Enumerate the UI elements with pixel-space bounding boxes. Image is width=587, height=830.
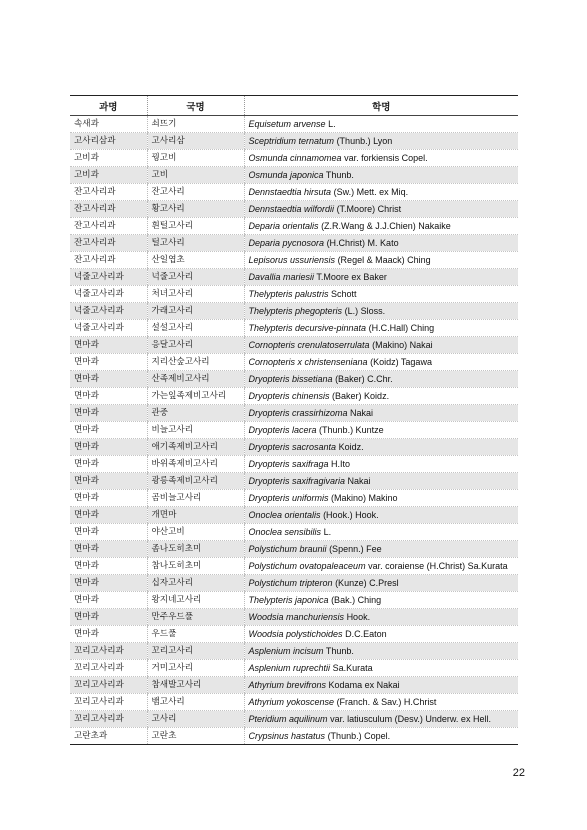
korean-name-cell: 바위족제비고사리 [147, 456, 244, 473]
scientific-name-cell [244, 303, 518, 320]
scientific-name-cell [244, 541, 518, 558]
table-body [70, 116, 518, 745]
scientific-binomial: Davallia mariesii [248, 272, 315, 282]
scientific-name-cell [244, 388, 518, 405]
korean-name-cell: 만주우드풀 [147, 609, 244, 626]
family-cell: 고비과 [70, 150, 147, 167]
scientific-author: (T.Moore) Christ [336, 204, 402, 214]
header-korean-name: 국명 [147, 96, 244, 116]
scientific-name-cell [244, 422, 518, 439]
scientific-author: (L.) Sloss. [344, 306, 386, 316]
scientific-author: (H.Christ) M. Kato [326, 238, 399, 248]
scientific-name-cell [244, 133, 518, 150]
table-row [70, 405, 518, 422]
family-cell: 꼬리고사리과 [70, 677, 147, 694]
korean-name-cell: 응달고사리 [147, 337, 244, 354]
korean-name-cell: 고란초 [147, 728, 244, 745]
table-row [70, 558, 518, 575]
page-number: 22 [512, 767, 525, 779]
family-cell: 고란초과 [70, 728, 147, 745]
scientific-binomial: Osmunda cinnamomea [248, 153, 342, 163]
scientific-binomial: Lepisorus ussuriensis [248, 255, 336, 265]
family-cell: 잔고사리과 [70, 201, 147, 218]
scientific-binomial: Thelypteris japonica [248, 595, 329, 605]
family-cell: 면마과 [70, 626, 147, 643]
scientific-author: (Sw.) Mett. ex Miq. [333, 187, 409, 197]
table-header [70, 96, 518, 116]
family-cell: 면마과 [70, 558, 147, 575]
korean-name-cell: 고사리삼 [147, 133, 244, 150]
scientific-author: (Z.R.Wang & J.J.Chien) Nakaike [321, 221, 451, 231]
table-row [70, 269, 518, 286]
korean-name-cell: 황고사리 [147, 201, 244, 218]
table-row [70, 354, 518, 371]
korean-name-cell: 거미고사리 [147, 660, 244, 677]
scientific-binomial: Thelypteris decursive-pinnata [248, 323, 367, 333]
table-row [70, 677, 518, 694]
scientific-author: Sa.Kurata [332, 663, 373, 673]
scientific-binomial: Equisetum arvense [248, 119, 326, 129]
table-row [70, 201, 518, 218]
scientific-name-cell [244, 184, 518, 201]
scientific-name-cell [244, 235, 518, 252]
family-cell: 넉줄고사리과 [70, 286, 147, 303]
scientific-name-cell [244, 711, 518, 728]
scientific-author: H.Ito [331, 459, 351, 469]
scientific-name-cell [244, 507, 518, 524]
family-cell: 면마과 [70, 575, 147, 592]
korean-name-cell: 털고사리 [147, 235, 244, 252]
table-row [70, 456, 518, 473]
family-cell: 면마과 [70, 490, 147, 507]
family-cell: 면마과 [70, 354, 147, 371]
scientific-binomial: Dryopteris bissetiana [248, 374, 333, 384]
scientific-author: L. [323, 527, 332, 537]
table-row [70, 609, 518, 626]
scientific-binomial: Dryopteris chinensis [248, 391, 330, 401]
scientific-author: (Franch. & Sav.) H.Christ [336, 697, 437, 707]
scientific-name-cell [244, 252, 518, 269]
scientific-author: (Baker) Koidz. [332, 391, 390, 401]
scientific-name-cell [244, 592, 518, 609]
scientific-name-cell [244, 320, 518, 337]
korean-name-cell: 꿩고비 [147, 150, 244, 167]
scientific-name-cell [244, 354, 518, 371]
table-row [70, 507, 518, 524]
scientific-name-cell [244, 371, 518, 388]
scientific-name-cell [244, 201, 518, 218]
scientific-binomial: Dennstaedtia wilfordii [248, 204, 335, 214]
family-cell: 잔고사리과 [70, 252, 147, 269]
scientific-author: (Thunb.) Lyon [336, 136, 393, 146]
family-cell: 넉줄고사리과 [70, 320, 147, 337]
scientific-author: Nakai [347, 476, 371, 486]
header-row [70, 96, 518, 116]
family-cell: 면마과 [70, 609, 147, 626]
korean-name-cell: 설설고사리 [147, 320, 244, 337]
korean-name-cell: 처녀고사리 [147, 286, 244, 303]
table-row [70, 643, 518, 660]
scientific-binomial: Sceptridium ternatum [248, 136, 335, 146]
korean-name-cell: 애기족제비고사리 [147, 439, 244, 456]
korean-name-cell: 왕지네고사리 [147, 592, 244, 609]
species-table [70, 95, 518, 745]
family-cell: 넉줄고사리과 [70, 303, 147, 320]
korean-name-cell: 쇠뜨기 [147, 116, 244, 133]
scientific-name-cell [244, 677, 518, 694]
scientific-name-cell [244, 456, 518, 473]
scientific-author: D.C.Eaton [345, 629, 387, 639]
korean-name-cell: 비늘고사리 [147, 422, 244, 439]
korean-name-cell: 산일엽초 [147, 252, 244, 269]
scientific-author: Thunb. [325, 646, 354, 656]
header-scientific-name: 학명 [244, 96, 518, 116]
scientific-binomial: Dryopteris crassirhizoma [248, 408, 348, 418]
scientific-name-cell [244, 728, 518, 745]
scientific-name-cell [244, 490, 518, 507]
scientific-name-cell [244, 694, 518, 711]
table-row [70, 150, 518, 167]
scientific-name-cell [244, 439, 518, 456]
table-row [70, 371, 518, 388]
korean-name-cell: 가래고사리 [147, 303, 244, 320]
scientific-name-cell [244, 269, 518, 286]
scientific-name-cell [244, 116, 518, 133]
header-family: 과명 [70, 96, 147, 116]
table-row [70, 728, 518, 745]
scientific-author: (Thunb.) Copel. [327, 731, 391, 741]
scientific-name-cell [244, 558, 518, 575]
scientific-binomial: Athyrium yokoscense [248, 697, 335, 707]
scientific-author: (Koidz) Tagawa [370, 357, 432, 367]
korean-name-cell: 관중 [147, 405, 244, 422]
scientific-binomial: Pteridium aquilinum [248, 714, 328, 724]
family-cell: 면마과 [70, 371, 147, 388]
family-cell: 면마과 [70, 439, 147, 456]
table-row [70, 524, 518, 541]
scientific-binomial: Polystichum braunii [248, 544, 327, 554]
scientific-binomial: Woodsia polystichoides [248, 629, 343, 639]
scientific-name-cell [244, 286, 518, 303]
family-cell: 면마과 [70, 405, 147, 422]
table-row [70, 167, 518, 184]
korean-name-cell: 참나도히초미 [147, 558, 244, 575]
table-row [70, 235, 518, 252]
korean-name-cell: 십자고사리 [147, 575, 244, 592]
scientific-author: Nakai [350, 408, 374, 418]
table-row [70, 711, 518, 728]
scientific-binomial: Osmunda japonica [248, 170, 324, 180]
scientific-binomial: Dryopteris saxifragivaria [248, 476, 346, 486]
scientific-author: var. latiusculum (Desv.) Underw. ex Hell. [330, 714, 491, 724]
korean-name-cell: 광릉족제비고사리 [147, 473, 244, 490]
table-row [70, 116, 518, 133]
scientific-binomial: Deparia pycnosora [248, 238, 325, 248]
scientific-binomial: Cornopteris crenulatoserrulata [248, 340, 370, 350]
table-row [70, 575, 518, 592]
family-cell: 고사리삼과 [70, 133, 147, 150]
scientific-author: Koidz. [338, 442, 364, 452]
table-row [70, 422, 518, 439]
scientific-name-cell [244, 524, 518, 541]
korean-name-cell: 잔고사리 [147, 184, 244, 201]
korean-name-cell: 넉줄고사리 [147, 269, 244, 286]
table-row [70, 660, 518, 677]
table-row [70, 286, 518, 303]
scientific-name-cell [244, 660, 518, 677]
family-cell: 꼬리고사리과 [70, 643, 147, 660]
scientific-name-cell [244, 609, 518, 626]
scientific-binomial: Deparia orientalis [248, 221, 319, 231]
scientific-binomial: Dryopteris saxifraga [248, 459, 329, 469]
family-cell: 속새과 [70, 116, 147, 133]
korean-name-cell: 꼬리고사리 [147, 643, 244, 660]
korean-name-cell: 참새발고사리 [147, 677, 244, 694]
table-row [70, 439, 518, 456]
family-cell: 꼬리고사리과 [70, 711, 147, 728]
scientific-name-cell [244, 150, 518, 167]
table-row [70, 337, 518, 354]
family-cell: 꼬리고사리과 [70, 660, 147, 677]
scientific-name-cell [244, 405, 518, 422]
korean-name-cell: 고사리 [147, 711, 244, 728]
scientific-name-cell [244, 626, 518, 643]
scientific-binomial: Asplenium ruprechtii [248, 663, 331, 673]
scientific-binomial: Polystichum tripteron [248, 578, 333, 588]
table-row [70, 592, 518, 609]
family-cell: 면마과 [70, 388, 147, 405]
family-cell: 고비과 [70, 167, 147, 184]
family-cell: 잔고사리과 [70, 184, 147, 201]
scientific-author: L. [328, 119, 336, 129]
scientific-author: Thunb. [325, 170, 354, 180]
table-row [70, 694, 518, 711]
scientific-author: T.Moore ex Baker [316, 272, 387, 282]
scientific-author: (Makino) Makino [331, 493, 398, 503]
scientific-author: (Makino) Nakai [372, 340, 433, 350]
species-table-container [70, 95, 518, 745]
korean-name-cell: 지리산숲고사리 [147, 354, 244, 371]
scientific-author: var. forkiensis Copel. [344, 153, 428, 163]
table-row [70, 218, 518, 235]
scientific-name-cell [244, 473, 518, 490]
scientific-binomial: Dryopteris lacera [248, 425, 317, 435]
family-cell: 면마과 [70, 337, 147, 354]
family-cell: 잔고사리과 [70, 218, 147, 235]
scientific-author: (Spenn.) Fee [329, 544, 382, 554]
scientific-binomial: Onoclea orientalis [248, 510, 321, 520]
table-row [70, 626, 518, 643]
table-row [70, 388, 518, 405]
scientific-binomial: Cornopteris x christenseniana [248, 357, 368, 367]
table-row [70, 490, 518, 507]
scientific-author: Schott [331, 289, 357, 299]
family-cell: 면마과 [70, 473, 147, 490]
scientific-name-cell [244, 167, 518, 184]
table-row [70, 184, 518, 201]
scientific-author: (Hook.) Hook. [323, 510, 379, 520]
scientific-binomial: Athyrium brevifrons [248, 680, 327, 690]
korean-name-cell: 흰털고사리 [147, 218, 244, 235]
family-cell: 면마과 [70, 507, 147, 524]
family-cell: 꼬리고사리과 [70, 694, 147, 711]
table-row [70, 303, 518, 320]
scientific-name-cell [244, 643, 518, 660]
scientific-author: (H.C.Hall) Ching [368, 323, 435, 333]
table-row [70, 252, 518, 269]
korean-name-cell: 가는잎족제비고사리 [147, 388, 244, 405]
scientific-binomial: Asplenium incisum [248, 646, 324, 656]
scientific-binomial: Woodsia manchuriensis [248, 612, 345, 622]
family-cell: 면마과 [70, 422, 147, 439]
scientific-author: (Kunze) C.Presl [335, 578, 399, 588]
scientific-binomial: Polystichum ovatopaleaceum [248, 561, 366, 571]
family-cell: 면마과 [70, 541, 147, 558]
family-cell: 면마과 [70, 456, 147, 473]
family-cell: 잔고사리과 [70, 235, 147, 252]
scientific-binomial: Dryopteris sacrosanta [248, 442, 337, 452]
korean-name-cell: 뱀고사리 [147, 694, 244, 711]
korean-name-cell: 우드풀 [147, 626, 244, 643]
scientific-author: var. coraiense (H.Christ) Sa.Kurata [368, 561, 508, 571]
scientific-binomial: Onoclea sensibilis [248, 527, 322, 537]
scientific-author: (Thunb.) Kuntze [319, 425, 384, 435]
family-cell: 면마과 [70, 592, 147, 609]
scientific-author: (Regel & Maack) Ching [337, 255, 431, 265]
scientific-name-cell [244, 337, 518, 354]
scientific-binomial: Dryopteris uniformis [248, 493, 329, 503]
scientific-author: Kodama ex Nakai [328, 680, 400, 690]
scientific-binomial: Thelypteris palustris [248, 289, 329, 299]
table-row [70, 320, 518, 337]
scientific-author: (Bak.) Ching [331, 595, 382, 605]
korean-name-cell: 곰비늘고사리 [147, 490, 244, 507]
scientific-author: Hook. [346, 612, 371, 622]
scientific-name-cell [244, 218, 518, 235]
family-cell: 면마과 [70, 524, 147, 541]
korean-name-cell: 야산고비 [147, 524, 244, 541]
korean-name-cell: 개면마 [147, 507, 244, 524]
korean-name-cell: 산족제비고사리 [147, 371, 244, 388]
table-row [70, 541, 518, 558]
scientific-binomial: Thelypteris phegopteris [248, 306, 343, 316]
table-row [70, 473, 518, 490]
family-cell: 넉줄고사리과 [70, 269, 147, 286]
scientific-author: (Baker) C.Chr. [335, 374, 393, 384]
korean-name-cell: 고비 [147, 167, 244, 184]
scientific-binomial: Crypsinus hastatus [248, 731, 326, 741]
korean-name-cell: 좀나도히초미 [147, 541, 244, 558]
scientific-name-cell [244, 575, 518, 592]
scientific-binomial: Dennstaedtia hirsuta [248, 187, 332, 197]
table-row [70, 133, 518, 150]
